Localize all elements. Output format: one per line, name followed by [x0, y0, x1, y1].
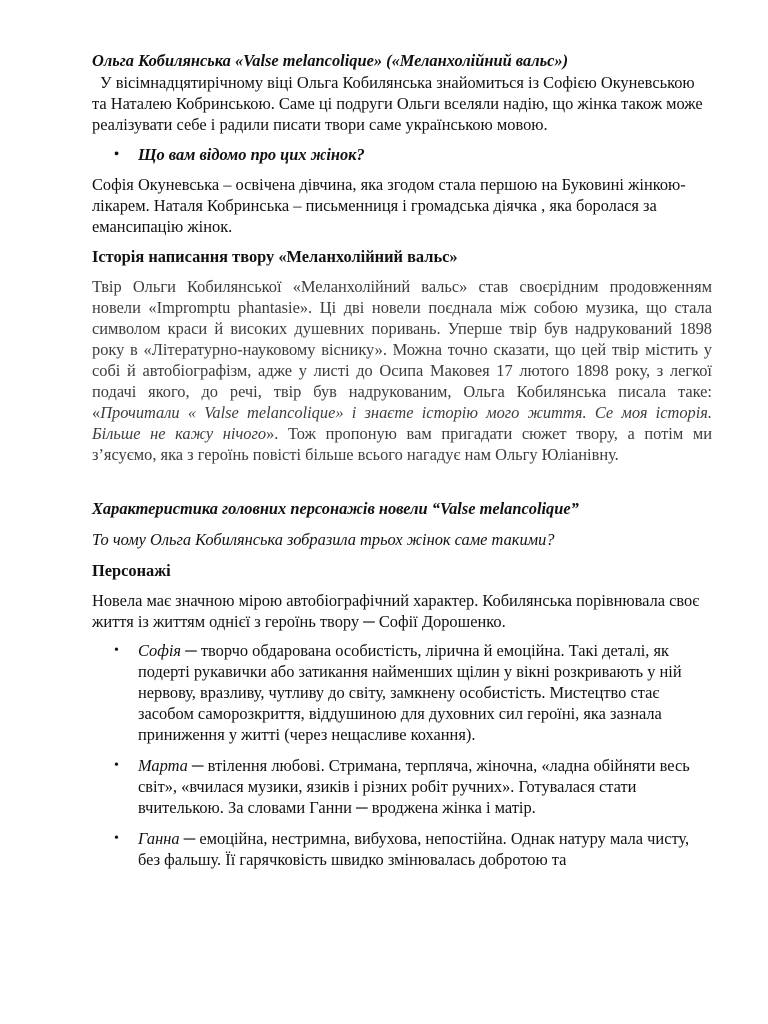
question-item	[114, 144, 712, 165]
history-paragraph	[92, 276, 712, 465]
characters-list	[92, 640, 712, 870]
question-list	[92, 144, 712, 165]
intro-paragraph: У вісімнадцятирічному віці Ольга Кобилянська знайомиться із Софією Окуневською та Наталею Кобринською. Саме ці подруги Ольги вселяли надію, що жінка також може реалізувати себе і радили писати твори саме українською мовою.	[92, 73, 703, 134]
question-2: То чому Ольга Кобилянська зобразила трьох жінок саме такими?	[92, 530, 555, 549]
character-item	[114, 640, 712, 745]
bullet-icon: •	[114, 831, 119, 846]
characters-heading: Персонажі	[92, 561, 171, 580]
novella-paragraph: Новела має значною мірою автобіографічний характер. Кобилянська порівнювала своє життя із життям однієї з героїнь твору ─ Софії Дорошенко.	[92, 591, 700, 631]
document-title: Ольга Кобилянська «Valse melancolique» («Меланхолійний вальс»)	[92, 51, 569, 70]
history-text-part-2: ». Тож пропоную вам пригадати сюжет твору, а потім ми з’ясуємо, яка з героїнь повісті більше всього нагадує нам Ольгу Юліанівну.	[92, 424, 712, 464]
history-text-part-1: Твір Ольги Кобилянської «Меланхолійний вальс» став своєрідним продовженням новели «Impromptu phantasie». Ці дві новели поєднала між собою музика, що стала символом краси й високих душевних поривань. Уперше твір був надрукований 1898 року в «Літературно-науковому віснику». Можна точно сказати, що цей твір містить у собі й автобіографізм, адже у листі до Осипа Маковея 17 лютого 1898 року, з легкої подачі якого, до речі, твір був надрукованим, Ольга Кобилянська писала таке: «	[92, 277, 712, 422]
bullet-icon: •	[114, 643, 119, 658]
character-item	[114, 828, 712, 870]
character-description: ─ втілення любові. Стримана, терпляча, жіночна, «ладна обійняти весь світ», «вчилася музики, язиків і різних робіт ручних». Готувалася стати вчителькою. За словами Ганни ─ вроджена жінка і матір.	[138, 756, 690, 817]
character-name: Ганна	[138, 829, 180, 848]
character-name: Марта	[138, 756, 188, 775]
bullet-icon: •	[114, 147, 119, 162]
women-paragraph: Софія Окуневська – освічена дівчина, яка згодом стала першою на Буковині жінкою-лікарем. Наталя Кобринська – письменниця і громадська діячка , яка боролася за емансипацію жінок.	[92, 175, 686, 236]
characteristics-heading: Характеристика головних персонажів новели “Valse melancolique”	[92, 499, 579, 518]
character-name: Софія	[138, 641, 182, 660]
character-item	[114, 755, 712, 818]
character-description: ─ творчо обдарована особистість, лірична й емоційна. Такі деталі, як подерті рукавички або затикання найменших щілин у вікні розкривають у ній нервову, вразливу, чутливу до світу, замкнену особистість. Мистецтво стає засобом саморозкриття, віддушиною для духовних сил героїні, яка зазнала приниження у житті (через нещасливе кохання).	[138, 641, 682, 744]
bullet-icon: •	[114, 758, 119, 773]
history-quote: Прочитали « Valse melancolique» і знаєте історію мого життя. Се моя історія. Більше не кажу нічого	[92, 403, 712, 443]
history-heading: Історія написання твору «Меланхолійний вальс»	[92, 247, 458, 266]
question-text: Що вам відомо про цих жінок?	[138, 145, 365, 164]
character-description: ─ емоційна, нестримна, вибухова, непостійна. Однак натуру мала чисту, без фальшу. Її гарячковість швидко змінювалась добротою та	[138, 829, 690, 869]
